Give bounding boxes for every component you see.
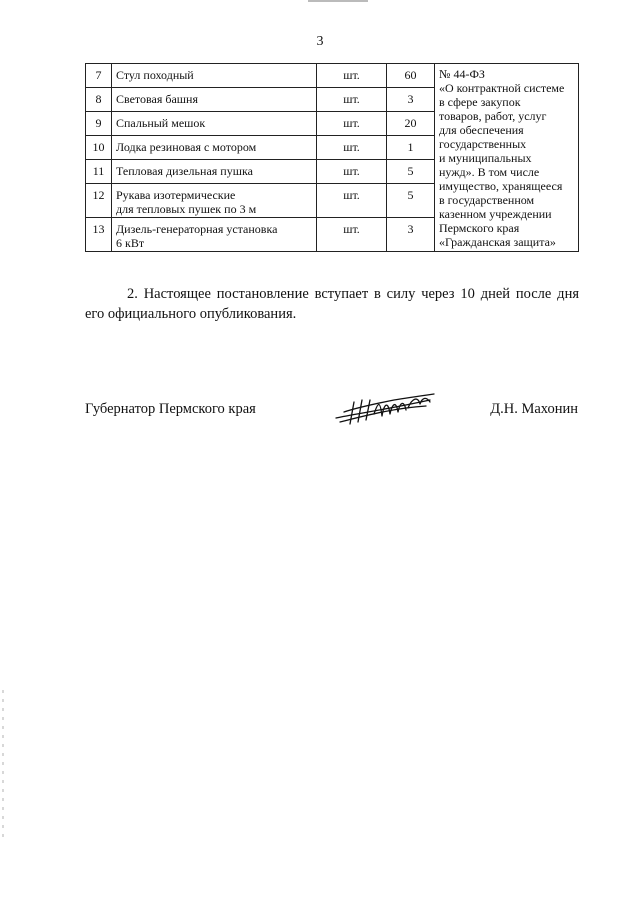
item-quantity: 20 (387, 112, 435, 136)
item-unit: шт. (317, 184, 387, 218)
item-quantity: 1 (387, 136, 435, 160)
signatory-title: Губернатор Пермского края (85, 401, 256, 417)
item-unit: шт. (317, 112, 387, 136)
item-name: Стул походный (112, 64, 317, 88)
item-name: Спальный мешок (112, 112, 317, 136)
item-quantity: 5 (387, 160, 435, 184)
item-quantity: 60 (387, 64, 435, 88)
row-number: 13 (86, 218, 112, 252)
page-number: 3 (316, 34, 324, 49)
item-quantity: 3 (387, 88, 435, 112)
row-number: 7 (86, 64, 112, 88)
row-number: 11 (86, 160, 112, 184)
signatory-name: Д.Н. Махонин (490, 401, 578, 417)
effective-date-paragraph: 2. Настоящее постановление вступает в силу через 10 дней после дня его официального опубликования. (85, 286, 579, 322)
item-quantity: 5 (387, 184, 435, 218)
top-edge-mark (308, 0, 368, 2)
handwritten-signature (334, 388, 438, 428)
item-quantity: 3 (387, 218, 435, 252)
item-name: Световая башня (112, 88, 317, 112)
item-unit: шт. (317, 160, 387, 184)
item-name: Дизель-генераторная установка 6 кВт (112, 218, 317, 252)
table-row (86, 64, 579, 88)
items-table (85, 63, 579, 252)
item-unit: шт. (317, 136, 387, 160)
item-unit: шт. (317, 218, 387, 252)
item-name: Рукава изотермические для тепловых пушек по 3 м (112, 184, 317, 218)
row-number: 12 (86, 184, 112, 218)
row-number: 8 (86, 88, 112, 112)
item-unit: шт. (317, 64, 387, 88)
row-number: 9 (86, 112, 112, 136)
item-unit: шт. (317, 88, 387, 112)
legal-basis-note: № 44-ФЗ «О контрактной системе в сфере закупок товаров, работ, услуг для обеспечения государственных и муниципальных нужд». В том числе имущество, хранящееся в государственном казенном учреждении Пермского края «Гражданская защита» (435, 64, 579, 252)
scan-edge-marks (2, 690, 4, 840)
row-number: 10 (86, 136, 112, 160)
item-name: Лодка резиновая с мотором (112, 136, 317, 160)
item-name: Тепловая дизельная пушка (112, 160, 317, 184)
